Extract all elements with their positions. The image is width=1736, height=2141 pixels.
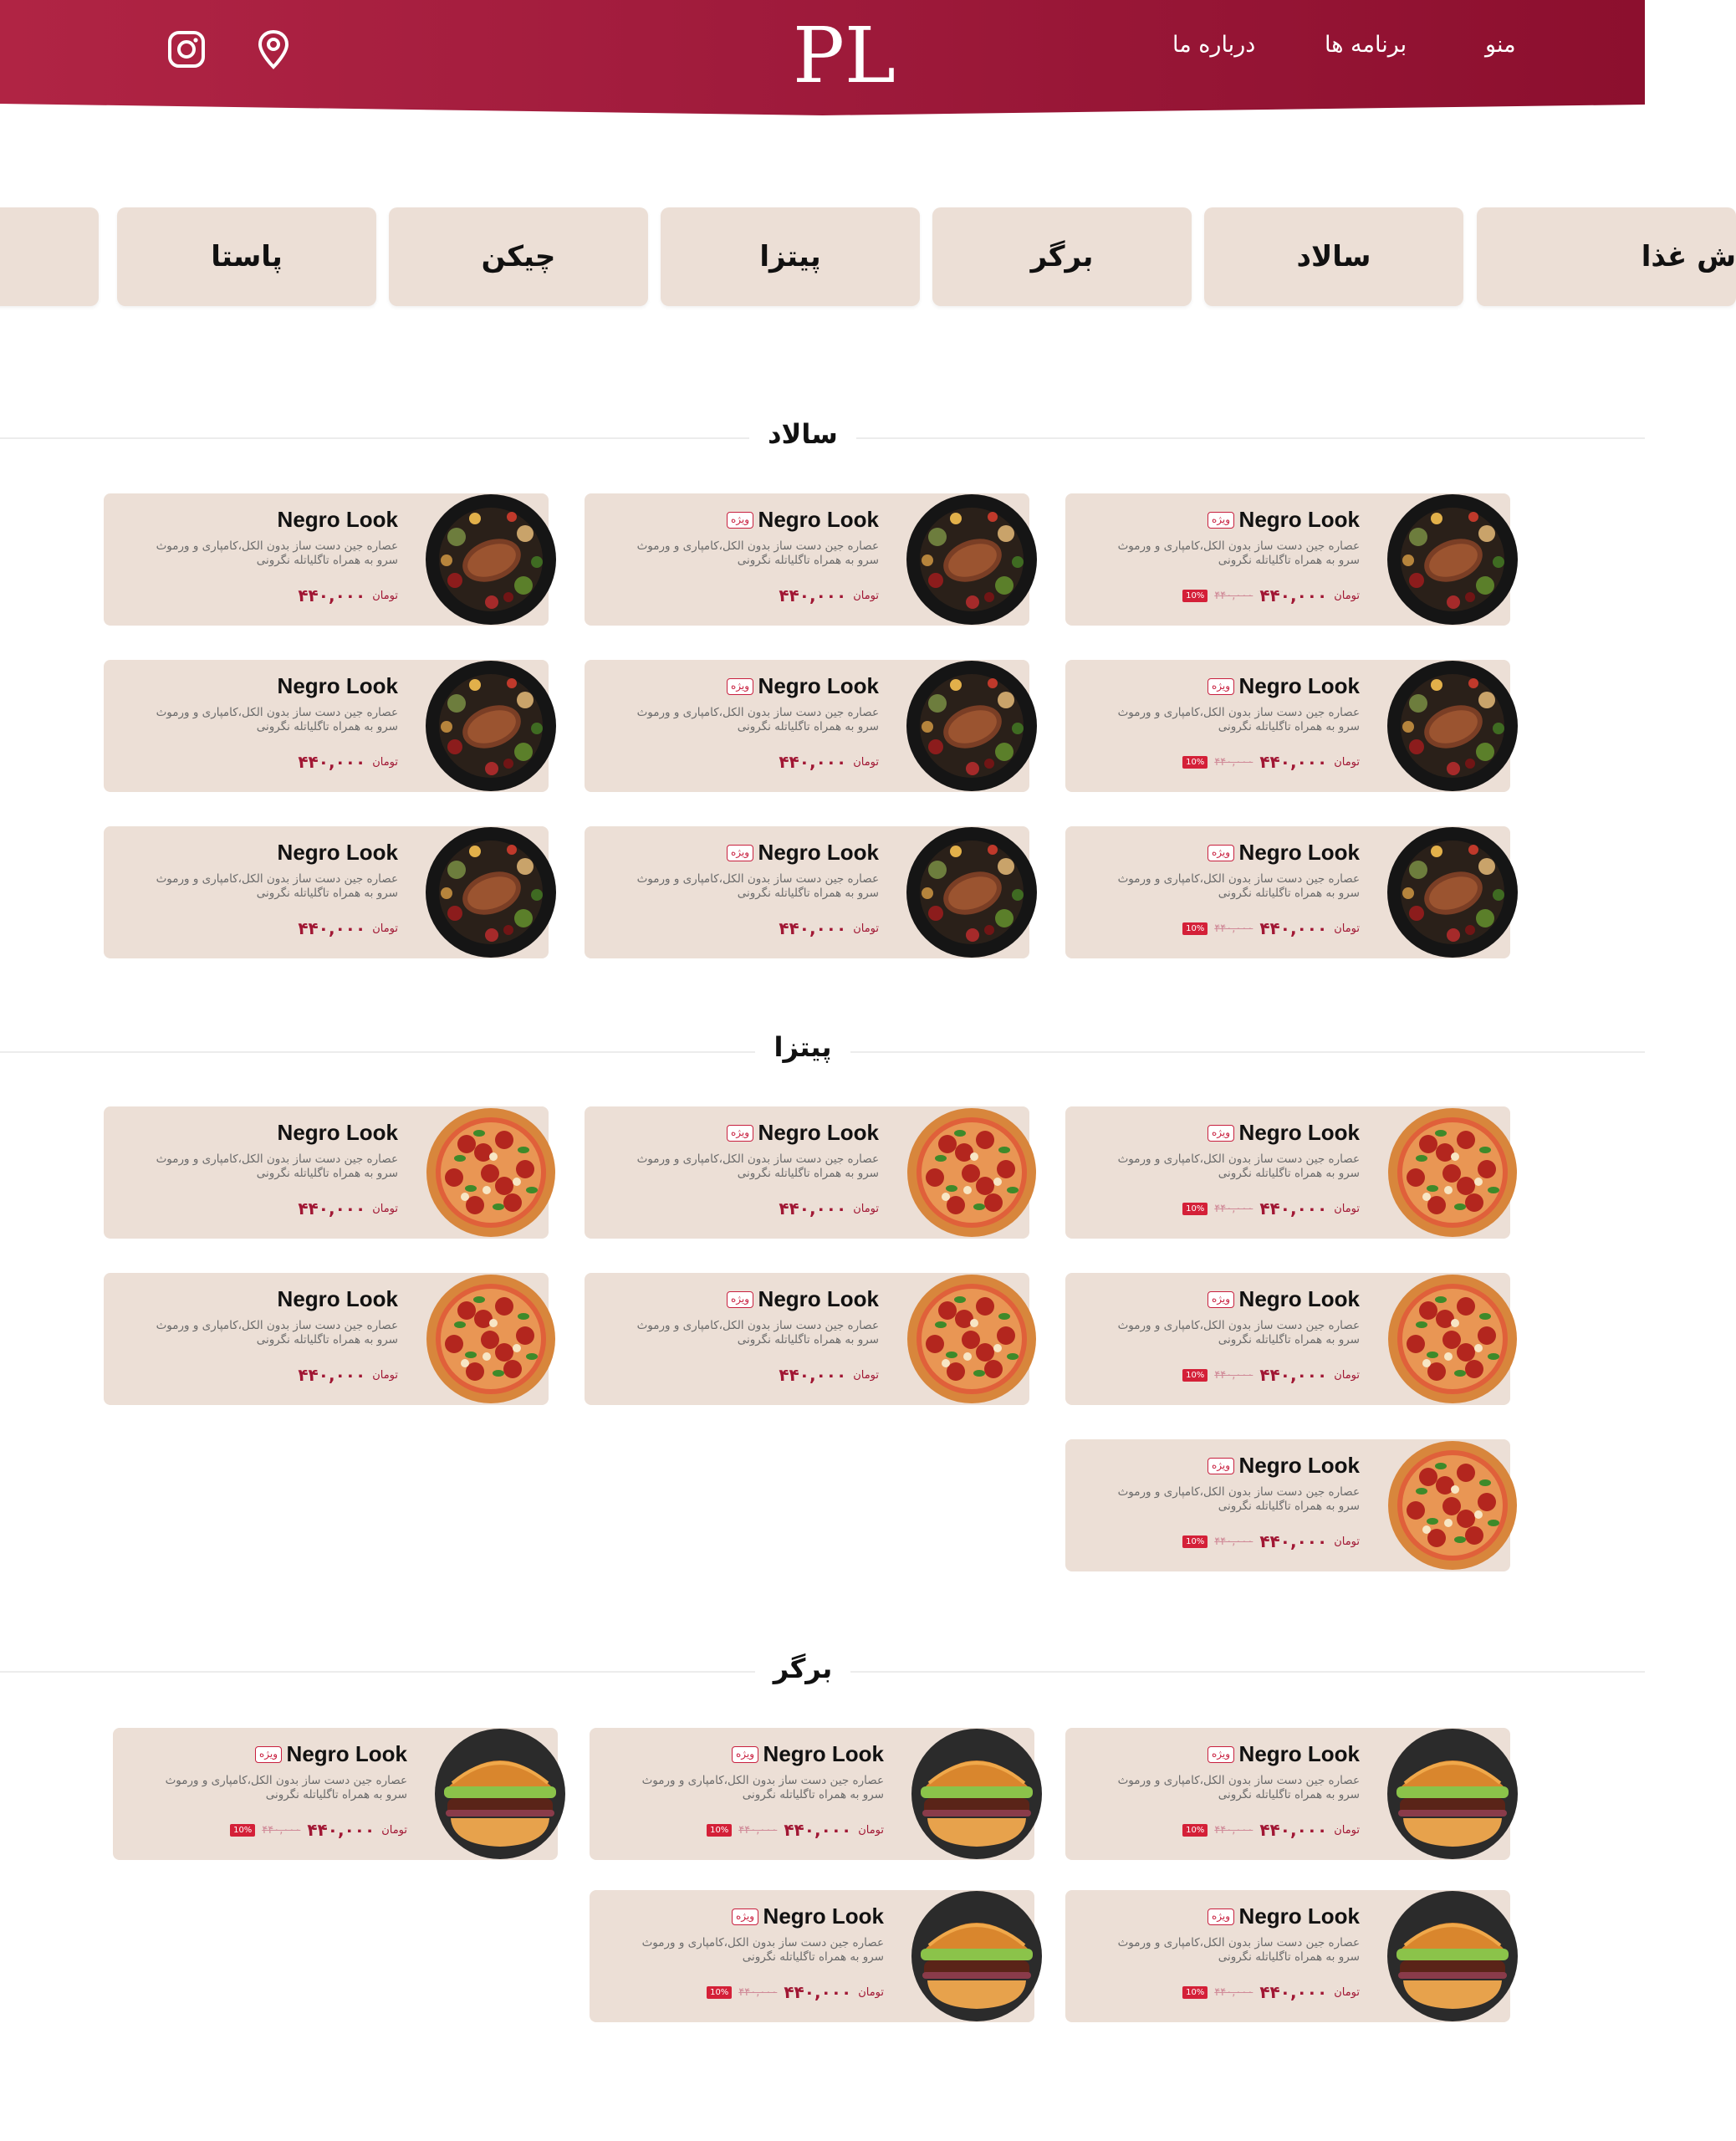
price-row bbox=[1182, 1982, 1360, 2002]
menu-item-card[interactable] bbox=[1065, 493, 1510, 626]
category-tab-pasta[interactable]: پاستا bbox=[117, 207, 376, 306]
price-row bbox=[1182, 1365, 1360, 1385]
burger-image bbox=[911, 1890, 1043, 2022]
salad-plate-image bbox=[1386, 660, 1519, 792]
menu-item-card[interactable] bbox=[590, 1890, 1034, 2022]
item-description: عصاره جین دست ساز بدون الکل،کامپاری و ورموث سرو به همراه تاگلیاتله نگرونی bbox=[636, 1319, 879, 1346]
section-title-pizza: پیتزا bbox=[0, 1031, 1606, 1063]
item-name: Negro Look bbox=[758, 1120, 879, 1145]
instagram-icon[interactable] bbox=[164, 27, 209, 72]
item-description: عصاره جین دست ساز بدون الکل،کامپاری و ورموث سرو به همراه تاگلیاتله نگرونی bbox=[1117, 872, 1360, 900]
special-badge: ویژه bbox=[727, 678, 753, 695]
item-description: عصاره جین دست ساز بدون الکل،کامپاری و ورموث سرو به همراه تاگلیاتله نگرونی bbox=[1117, 1936, 1360, 1964]
discount-badge: 10% bbox=[1182, 590, 1208, 602]
special-badge: ویژه bbox=[727, 845, 753, 861]
pizza-image bbox=[1386, 1439, 1519, 1571]
discount-badge: 10% bbox=[1182, 1203, 1208, 1215]
menu-item-card[interactable] bbox=[1065, 1890, 1510, 2022]
menu-item-card[interactable] bbox=[104, 1273, 549, 1405]
price-unit: تومان bbox=[853, 1368, 879, 1382]
item-description: عصاره جین دست ساز بدون الکل،کامپاری و ورموث سرو به همراه تاگلیاتله نگرونی bbox=[1117, 1319, 1360, 1346]
pizza-image bbox=[1386, 1106, 1519, 1239]
price-row bbox=[298, 918, 398, 938]
special-badge: ویژه bbox=[1208, 678, 1234, 695]
old-price: ۴۴۰,۰۰۰ bbox=[1214, 922, 1253, 935]
old-price: ۴۴۰,۰۰۰ bbox=[1214, 1535, 1253, 1548]
special-badge: ویژه bbox=[1208, 1125, 1234, 1142]
old-price: ۴۴۰,۰۰۰ bbox=[738, 1985, 778, 1999]
discount-badge: 10% bbox=[1182, 922, 1208, 935]
item-price: ۴۴۰,۰۰۰ bbox=[298, 918, 366, 938]
item-price: ۴۴۰,۰۰۰ bbox=[784, 1982, 852, 2002]
menu-item-card[interactable] bbox=[1065, 1273, 1510, 1405]
item-price: ۴۴۰,۰۰۰ bbox=[298, 1198, 366, 1219]
item-description: عصاره جین دست ساز بدون الکل،کامپاری و ورموث سرو به همراه تاگلیاتله نگرونی bbox=[156, 706, 398, 733]
old-price: ۴۴۰,۰۰۰ bbox=[1214, 755, 1253, 769]
price-unit: تومان bbox=[372, 1368, 398, 1382]
discount-badge: 10% bbox=[1182, 756, 1208, 769]
menu-item-card[interactable] bbox=[1065, 1106, 1510, 1239]
burger-image bbox=[1386, 1890, 1519, 2022]
price-unit: تومان bbox=[1334, 1535, 1360, 1548]
salad-plate-image bbox=[1386, 826, 1519, 958]
salad-plate-image bbox=[425, 826, 557, 958]
menu-item-card[interactable] bbox=[104, 493, 549, 626]
nav-menu[interactable]: منو bbox=[1485, 32, 1516, 58]
menu-item-card[interactable] bbox=[104, 1106, 549, 1239]
salad-plate-image bbox=[1386, 493, 1519, 626]
price-unit: تومان bbox=[1334, 922, 1360, 935]
item-name: Negro Look bbox=[763, 1741, 884, 1766]
price-row bbox=[779, 752, 879, 772]
item-price: ۴۴۰,۰۰۰ bbox=[1259, 1365, 1328, 1385]
item-name: Negro Look bbox=[758, 840, 879, 865]
menu-item-card[interactable] bbox=[104, 660, 549, 792]
brand-logo[interactable] bbox=[791, 10, 896, 100]
item-description: عصاره جین دست ساز بدون الکل،کامپاری و ورموث سرو به همراه تاگلیاتله نگرونی bbox=[1117, 1485, 1360, 1513]
item-name: Negro Look bbox=[1238, 1741, 1360, 1766]
menu-item-card[interactable] bbox=[1065, 660, 1510, 792]
category-tab-burger[interactable]: برگر bbox=[932, 207, 1192, 306]
burger-image bbox=[434, 1728, 566, 1860]
salad-plate-image bbox=[906, 660, 1038, 792]
price-unit: تومان bbox=[1334, 1985, 1360, 1999]
item-description: عصاره جین دست ساز بدون الکل،کامپاری و ورموث سرو به همراه تاگلیاتله نگرونی bbox=[636, 539, 879, 567]
old-price: ۴۴۰,۰۰۰ bbox=[1214, 1368, 1253, 1382]
pizza-image bbox=[906, 1106, 1038, 1239]
special-badge: ویژه bbox=[255, 1746, 282, 1763]
item-price: ۴۴۰,۰۰۰ bbox=[779, 1198, 847, 1219]
price-row bbox=[230, 1820, 407, 1840]
special-badge: ویژه bbox=[727, 1125, 753, 1142]
price-unit: تومان bbox=[858, 1985, 884, 1999]
item-name: Negro Look bbox=[277, 673, 398, 698]
salad-plate-image bbox=[425, 493, 557, 626]
special-badge: ویژه bbox=[1208, 1909, 1234, 1925]
menu-item-card[interactable] bbox=[1065, 826, 1510, 958]
item-description: عصاره جین دست ساز بدون الکل،کامپاری و ورموث سرو به همراه تاگلیاتله نگرونی bbox=[1117, 706, 1360, 733]
special-badge: ویژه bbox=[727, 1291, 753, 1308]
price-unit: تومان bbox=[372, 589, 398, 602]
old-price: ۴۴۰,۰۰۰ bbox=[738, 1823, 778, 1837]
section-title-salad: سالاد bbox=[0, 418, 1606, 450]
item-name: Negro Look bbox=[277, 507, 398, 532]
category-tab-special[interactable]: ش غذا bbox=[1477, 207, 1736, 306]
item-name: Negro Look bbox=[758, 1286, 879, 1311]
special-badge: ویژه bbox=[1208, 845, 1234, 861]
salad-plate-image bbox=[906, 826, 1038, 958]
item-price: ۴۴۰,۰۰۰ bbox=[307, 1820, 375, 1840]
burger-image bbox=[1386, 1728, 1519, 1860]
price-row bbox=[1182, 752, 1360, 772]
price-row bbox=[1182, 1198, 1360, 1219]
price-row bbox=[707, 1982, 884, 2002]
special-badge: ویژه bbox=[727, 512, 753, 529]
price-row bbox=[1182, 918, 1360, 938]
item-name: Negro Look bbox=[1238, 673, 1360, 698]
price-unit: تومان bbox=[1334, 755, 1360, 769]
item-price: ۴۴۰,۰۰۰ bbox=[779, 1365, 847, 1385]
menu-item-card[interactable] bbox=[1065, 1439, 1510, 1571]
nav-about[interactable]: درباره ما bbox=[1172, 32, 1256, 58]
item-price: ۴۴۰,۰۰۰ bbox=[784, 1820, 852, 1840]
price-unit: تومان bbox=[853, 1202, 879, 1215]
old-price: ۴۴۰,۰۰۰ bbox=[1214, 589, 1253, 602]
pizza-image bbox=[425, 1273, 557, 1405]
special-badge: ویژه bbox=[732, 1746, 758, 1763]
item-description: عصاره جین دست ساز بدون الکل،کامپاری و ورموث سرو به همراه تاگلیاتله نگرونی bbox=[165, 1774, 407, 1801]
item-price: ۴۴۰,۰۰۰ bbox=[779, 585, 847, 606]
price-row bbox=[298, 752, 398, 772]
item-name: Negro Look bbox=[1238, 840, 1360, 865]
item-description: عصاره جین دست ساز بدون الکل،کامپاری و ورموث سرو به همراه تاگلیاتله نگرونی bbox=[636, 1152, 879, 1180]
price-unit: تومان bbox=[853, 922, 879, 935]
menu-item-card[interactable] bbox=[585, 826, 1029, 958]
old-price: ۴۴۰,۰۰۰ bbox=[1214, 1985, 1253, 1999]
menu-item-card[interactable] bbox=[104, 826, 549, 958]
item-price: ۴۴۰,۰۰۰ bbox=[779, 752, 847, 772]
menu-item-card[interactable] bbox=[585, 1106, 1029, 1239]
special-badge: ویژه bbox=[1208, 1291, 1234, 1308]
price-unit: تومان bbox=[858, 1823, 884, 1837]
price-row bbox=[298, 1198, 398, 1219]
price-unit: تومان bbox=[372, 922, 398, 935]
item-name: Negro Look bbox=[758, 673, 879, 698]
item-name: Negro Look bbox=[286, 1741, 407, 1766]
old-price: ۴۴۰,۰۰۰ bbox=[1214, 1202, 1253, 1215]
item-price: ۴۴۰,۰۰۰ bbox=[298, 752, 366, 772]
discount-badge: 10% bbox=[707, 1986, 732, 1999]
item-description: عصاره جین دست ساز بدون الکل،کامپاری و ورموث سرو به همراه تاگلیاتله نگرونی bbox=[636, 706, 879, 733]
item-description: عصاره جین دست ساز بدون الکل،کامپاری و ورموث سرو به همراه تاگلیاتله نگرونی bbox=[156, 1152, 398, 1180]
item-description: عصاره جین دست ساز بدون الکل،کامپاری و ورموث سرو به همراه تاگلیاتله نگرونی bbox=[156, 539, 398, 567]
item-description: عصاره جین دست ساز بدون الکل،کامپاری و ورموث سرو به همراه تاگلیاتله نگرونی bbox=[1117, 1774, 1360, 1801]
discount-badge: 10% bbox=[230, 1824, 255, 1837]
special-badge: ویژه bbox=[732, 1909, 758, 1925]
item-name: Negro Look bbox=[1238, 507, 1360, 532]
item-price: ۴۴۰,۰۰۰ bbox=[779, 918, 847, 938]
menu-item-card[interactable] bbox=[585, 660, 1029, 792]
price-row bbox=[298, 585, 398, 606]
category-tab-salad[interactable]: سالاد bbox=[1204, 207, 1463, 306]
price-unit: تومان bbox=[853, 755, 879, 769]
pizza-image bbox=[906, 1273, 1038, 1405]
price-row bbox=[1182, 1531, 1360, 1551]
item-price: ۴۴۰,۰۰۰ bbox=[1259, 1531, 1328, 1551]
category-tab-more[interactable] bbox=[0, 207, 99, 306]
menu-item-card[interactable] bbox=[585, 493, 1029, 626]
pizza-image bbox=[425, 1106, 557, 1239]
price-unit: تومان bbox=[372, 755, 398, 769]
price-unit: تومان bbox=[1334, 1368, 1360, 1382]
price-unit: تومان bbox=[1334, 1202, 1360, 1215]
menu-item-card[interactable] bbox=[590, 1728, 1034, 1860]
item-description: عصاره جین دست ساز بدون الکل،کامپاری و ورموث سرو به همراه تاگلیاتله نگرونی bbox=[636, 872, 879, 900]
price-row bbox=[298, 1365, 398, 1385]
item-name: Negro Look bbox=[1238, 1286, 1360, 1311]
special-badge: ویژه bbox=[1208, 1458, 1234, 1474]
category-tab-chicken[interactable]: چیکن bbox=[389, 207, 648, 306]
discount-badge: 10% bbox=[1182, 1535, 1208, 1548]
price-unit: تومان bbox=[853, 589, 879, 602]
category-tab-pizza[interactable]: پیتزا bbox=[661, 207, 920, 306]
item-description: عصاره جین دست ساز بدون الکل،کامپاری و ورموث سرو به همراه تاگلیاتله نگرونی bbox=[641, 1774, 884, 1801]
item-price: ۴۴۰,۰۰۰ bbox=[1259, 1198, 1328, 1219]
price-unit: تومان bbox=[372, 1202, 398, 1215]
svg-text:PL: PL bbox=[793, 11, 896, 100]
price-unit: تومان bbox=[381, 1823, 407, 1837]
item-name: Negro Look bbox=[1238, 1120, 1360, 1145]
item-price: ۴۴۰,۰۰۰ bbox=[1259, 585, 1328, 606]
price-row bbox=[1182, 1820, 1360, 1840]
price-row bbox=[779, 1365, 879, 1385]
item-description: عصاره جین دست ساز بدون الکل،کامپاری و ورموث سرو به همراه تاگلیاتله نگرونی bbox=[156, 872, 398, 900]
price-row bbox=[779, 1198, 879, 1219]
item-price: ۴۴۰,۰۰۰ bbox=[1259, 1820, 1328, 1840]
item-description: عصاره جین دست ساز بدون الکل،کامپاری و ورموث سرو به همراه تاگلیاتله نگرونی bbox=[641, 1936, 884, 1964]
item-name: Negro Look bbox=[1238, 1453, 1360, 1478]
item-description: عصاره جین دست ساز بدون الکل،کامپاری و ورموث سرو به همراه تاگلیاتله نگرونی bbox=[156, 1319, 398, 1346]
item-price: ۴۴۰,۰۰۰ bbox=[298, 1365, 366, 1385]
menu-item-card[interactable] bbox=[113, 1728, 558, 1860]
item-name: Negro Look bbox=[758, 507, 879, 532]
discount-badge: 10% bbox=[1182, 1824, 1208, 1837]
price-row bbox=[779, 585, 879, 606]
item-price: ۴۴۰,۰۰۰ bbox=[1259, 1982, 1328, 2002]
price-row bbox=[779, 918, 879, 938]
item-name: Negro Look bbox=[1238, 1903, 1360, 1929]
discount-badge: 10% bbox=[707, 1824, 732, 1837]
special-badge: ویژه bbox=[1208, 1746, 1234, 1763]
special-badge: ویژه bbox=[1208, 512, 1234, 529]
item-name: Negro Look bbox=[763, 1903, 884, 1929]
salad-plate-image bbox=[906, 493, 1038, 626]
item-name: Negro Look bbox=[277, 1286, 398, 1311]
price-unit: تومان bbox=[1334, 1823, 1360, 1837]
menu-item-card[interactable] bbox=[1065, 1728, 1510, 1860]
item-price: ۴۴۰,۰۰۰ bbox=[1259, 752, 1328, 772]
item-name: Negro Look bbox=[277, 1120, 398, 1145]
salad-plate-image bbox=[425, 660, 557, 792]
price-unit: تومان bbox=[1334, 589, 1360, 602]
location-icon[interactable] bbox=[251, 27, 296, 72]
burger-image bbox=[911, 1728, 1043, 1860]
item-name: Negro Look bbox=[277, 840, 398, 865]
discount-badge: 10% bbox=[1182, 1986, 1208, 1999]
old-price: ۴۴۰,۰۰۰ bbox=[262, 1823, 301, 1837]
pizza-image bbox=[1386, 1273, 1519, 1405]
discount-badge: 10% bbox=[1182, 1369, 1208, 1382]
item-description: عصاره جین دست ساز بدون الکل،کامپاری و ورموث سرو به همراه تاگلیاتله نگرونی bbox=[1117, 539, 1360, 567]
price-row bbox=[1182, 585, 1360, 606]
section-title-burger: برگر bbox=[0, 1653, 1606, 1684]
menu-item-card[interactable] bbox=[585, 1273, 1029, 1405]
item-price: ۴۴۰,۰۰۰ bbox=[298, 585, 366, 606]
nav-programs[interactable]: برنامه ها bbox=[1325, 32, 1407, 58]
item-description: عصاره جین دست ساز بدون الکل،کامپاری و ورموث سرو به همراه تاگلیاتله نگرونی bbox=[1117, 1152, 1360, 1180]
price-row bbox=[707, 1820, 884, 1840]
item-price: ۴۴۰,۰۰۰ bbox=[1259, 918, 1328, 938]
old-price: ۴۴۰,۰۰۰ bbox=[1214, 1823, 1253, 1837]
